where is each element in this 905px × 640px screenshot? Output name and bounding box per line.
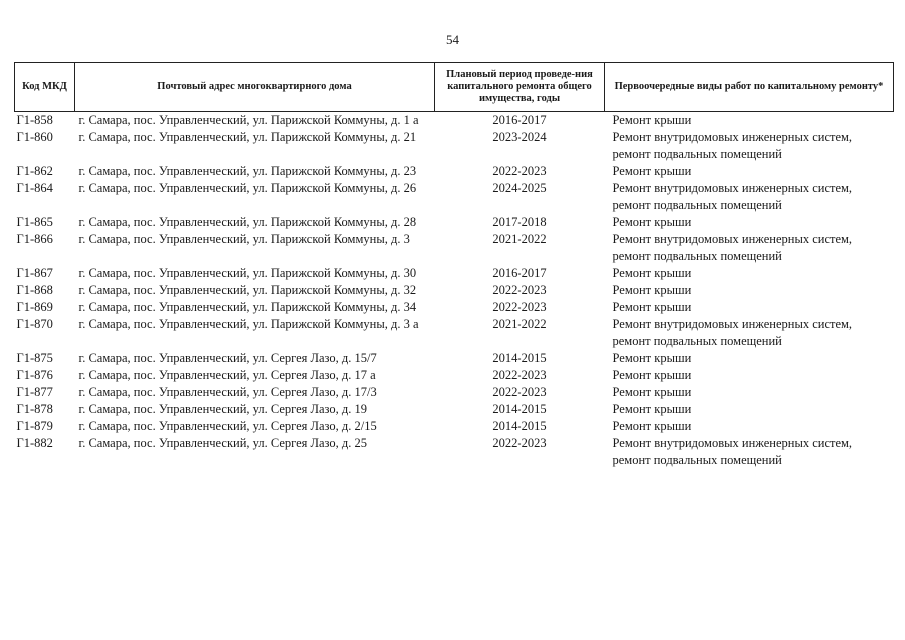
table-row bbox=[15, 265, 894, 282]
row-code: Г1-875 bbox=[16, 351, 53, 365]
row-period: 2022-2023 bbox=[492, 385, 547, 399]
row-code: Г1-870 bbox=[16, 317, 53, 331]
row-works: Ремонт внутридомовых инженерных систем, ремонт подвальных помещений bbox=[612, 436, 853, 467]
row-code: Г1-867 bbox=[16, 266, 53, 280]
row-address: г. Самара, пос. Управленческий, ул. Сергея Лазо, д. 19 bbox=[78, 402, 368, 416]
row-code: Г1-865 bbox=[16, 215, 53, 229]
row-code: Г1-866 bbox=[16, 232, 53, 246]
row-period: 2023-2024 bbox=[492, 130, 547, 144]
row-works: Ремонт внутридомовых инженерных систем, ремонт подвальных помещений bbox=[612, 317, 853, 348]
row-period: 2022-2023 bbox=[492, 300, 547, 314]
row-works: Ремонт крыши bbox=[612, 419, 692, 433]
row-works: Ремонт крыши bbox=[612, 385, 692, 399]
page-number: 54 bbox=[446, 32, 459, 47]
row-period: 2022-2023 bbox=[492, 368, 547, 382]
row-address: г. Самара, пос. Управленческий, ул. Сергея Лазо, д. 2/15 bbox=[78, 419, 377, 433]
row-works: Ремонт крыши bbox=[612, 351, 692, 365]
table-row bbox=[15, 231, 894, 265]
row-address: г. Самара, пос. Управленческий, ул. Сергея Лазо, д. 17 а bbox=[78, 368, 376, 382]
row-address: г. Самара, пос. Управленческий, ул. Парижской Коммуны, д. 1 а bbox=[78, 113, 419, 127]
row-period: 2014-2015 bbox=[492, 419, 547, 433]
row-address: г. Самара, пос. Управленческий, ул. Парижской Коммуны, д. 30 bbox=[78, 266, 417, 280]
row-code: Г1-879 bbox=[16, 419, 53, 433]
row-period: 2016-2017 bbox=[492, 113, 547, 127]
row-address: г. Самара, пос. Управленческий, ул. Парижской Коммуны, д. 28 bbox=[78, 215, 417, 229]
row-code: Г1-877 bbox=[16, 385, 53, 399]
table-row bbox=[15, 350, 894, 367]
table-row bbox=[15, 418, 894, 435]
table-row bbox=[15, 214, 894, 231]
row-period: 2016-2017 bbox=[492, 266, 547, 280]
table-row bbox=[15, 112, 894, 130]
row-code: Г1-860 bbox=[16, 130, 53, 144]
row-works: Ремонт внутридомовых инженерных систем, ремонт подвальных помещений bbox=[612, 232, 853, 263]
row-period: 2017-2018 bbox=[492, 215, 547, 229]
table-row bbox=[15, 299, 894, 316]
row-period: 2022-2023 bbox=[492, 436, 547, 450]
row-works: Ремонт внутридомовых инженерных систем, ремонт подвальных помещений bbox=[612, 130, 853, 161]
table-row bbox=[15, 316, 894, 350]
header-address: Почтовый адрес многоквартирного дома bbox=[75, 63, 435, 112]
row-code: Г1-878 bbox=[16, 402, 53, 416]
row-address: г. Самара, пос. Управленческий, ул. Парижской Коммуны, д. 34 bbox=[78, 300, 417, 314]
row-period: 2024-2025 bbox=[492, 181, 547, 195]
row-code: Г1-882 bbox=[16, 436, 53, 450]
table-header bbox=[15, 63, 894, 112]
row-address: г. Самара, пос. Управленческий, ул. Парижской Коммуны, д. 26 bbox=[78, 181, 417, 195]
row-works: Ремонт внутридомовых инженерных систем, ремонт подвальных помещений bbox=[612, 181, 853, 212]
row-code: Г1-858 bbox=[16, 113, 53, 127]
row-works: Ремонт крыши bbox=[612, 300, 692, 314]
row-code: Г1-876 bbox=[16, 368, 53, 382]
row-period: 2021-2022 bbox=[492, 317, 547, 331]
table-row bbox=[15, 435, 894, 469]
row-address: г. Самара, пос. Управленческий, ул. Парижской Коммуны, д. 23 bbox=[78, 164, 417, 178]
row-address: г. Самара, пос. Управленческий, ул. Сергея Лазо, д. 15/7 bbox=[78, 351, 377, 365]
row-period: 2021-2022 bbox=[492, 232, 547, 246]
row-works: Ремонт крыши bbox=[612, 402, 692, 416]
row-works: Ремонт крыши bbox=[612, 368, 692, 382]
row-period: 2014-2015 bbox=[492, 402, 547, 416]
row-code: Г1-868 bbox=[16, 283, 53, 297]
row-address: г. Самара, пос. Управленческий, ул. Сергея Лазо, д. 17/3 bbox=[78, 385, 377, 399]
row-code: Г1-864 bbox=[16, 181, 53, 195]
table-body bbox=[15, 112, 894, 470]
table-row bbox=[15, 129, 894, 163]
header-works: Первоочередные виды работ по капитальному ремонту* bbox=[605, 63, 894, 112]
capital-repair-table bbox=[14, 62, 894, 469]
table-row bbox=[15, 367, 894, 384]
table-row bbox=[15, 180, 894, 214]
table-row bbox=[15, 163, 894, 180]
row-code: Г1-862 bbox=[16, 164, 53, 178]
row-works: Ремонт крыши bbox=[612, 113, 692, 127]
row-works: Ремонт крыши bbox=[612, 283, 692, 297]
row-address: г. Самара, пос. Управленческий, ул. Парижской Коммуны, д. 32 bbox=[78, 283, 417, 297]
table-row bbox=[15, 384, 894, 401]
row-address: г. Самара, пос. Управленческий, ул. Парижской Коммуны, д. 3 а bbox=[78, 317, 419, 331]
header-period: Плановый период проведе-ния капитального ремонта общего имущества, годы bbox=[435, 63, 605, 112]
row-address: г. Самара, пос. Управленческий, ул. Парижской Коммуны, д. 3 bbox=[78, 232, 410, 246]
row-code: Г1-869 bbox=[16, 300, 53, 314]
table-row bbox=[15, 401, 894, 418]
table-row bbox=[15, 282, 894, 299]
row-address: г. Самара, пос. Управленческий, ул. Сергея Лазо, д. 25 bbox=[78, 436, 368, 450]
header-code: Код МКД bbox=[15, 63, 75, 112]
row-period: 2022-2023 bbox=[492, 283, 547, 297]
row-works: Ремонт крыши bbox=[612, 164, 692, 178]
row-address: г. Самара, пос. Управленческий, ул. Парижской Коммуны, д. 21 bbox=[78, 130, 417, 144]
row-works: Ремонт крыши bbox=[612, 215, 692, 229]
row-period: 2022-2023 bbox=[492, 164, 547, 178]
row-period: 2014-2015 bbox=[492, 351, 547, 365]
row-works: Ремонт крыши bbox=[612, 266, 692, 280]
